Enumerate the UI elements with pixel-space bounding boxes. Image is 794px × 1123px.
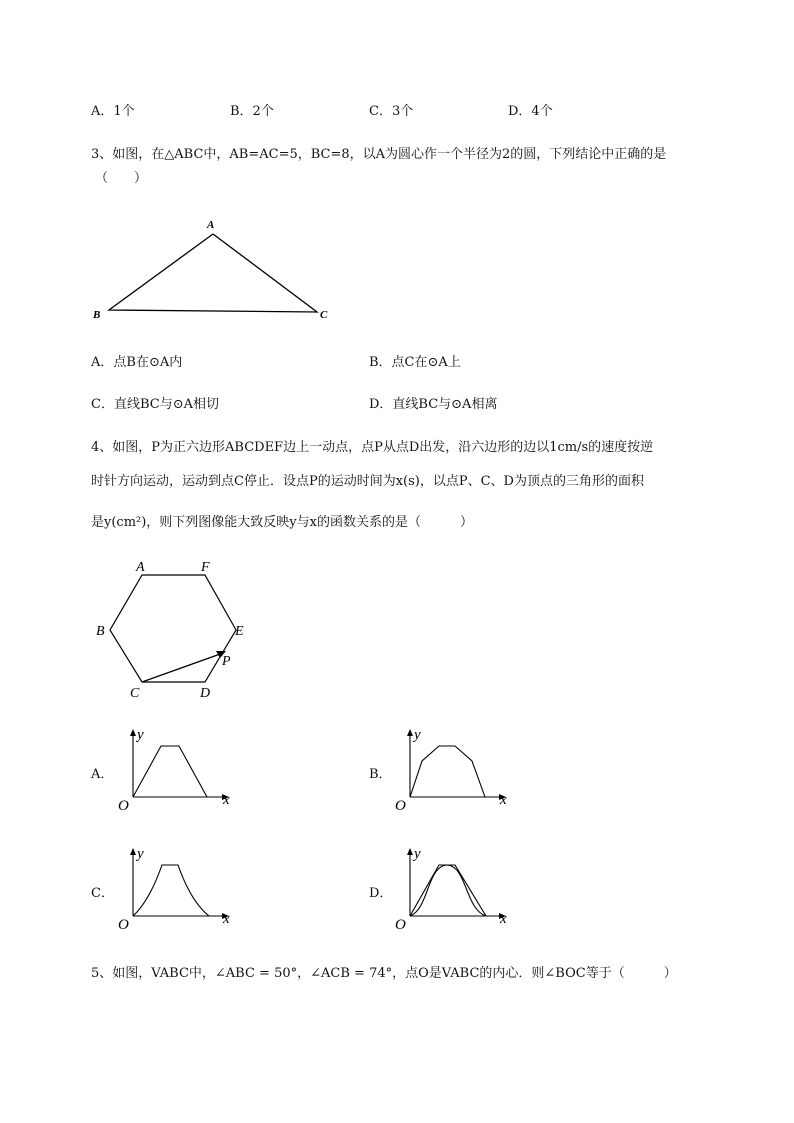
q4-graph-b bbox=[389, 725, 519, 815]
graph-d-curve bbox=[410, 865, 486, 916]
graph-d-x-label: x bbox=[500, 911, 507, 927]
vertex-c-label: C bbox=[320, 309, 328, 321]
hex-label-d: D bbox=[200, 686, 211, 701]
q3-option-a: A．点B在⊙A内 bbox=[91, 355, 183, 370]
q4-option-d-label: D． bbox=[369, 886, 393, 901]
triangle-abc bbox=[109, 234, 317, 312]
q3-stem-line1: 3、如图，在△ABC中，AB=AC=5，BC=8，以A为圆心作一个半径为2的圆，下列结论中正确的是 bbox=[91, 147, 667, 162]
hex-label-b: B bbox=[96, 624, 105, 639]
q2-option-b: B．2个 bbox=[230, 104, 274, 119]
graph-b-y-label: y bbox=[414, 727, 421, 743]
graph-a-x-label: x bbox=[223, 792, 230, 808]
q5-stem: 5、如图，VABC中，∠ABC = 50°，∠ACB = 74°，点O是VABC的内心．则∠BOC等于（ ） bbox=[91, 966, 677, 981]
hex-label-e: E bbox=[235, 624, 244, 639]
q2-option-d: D．4个 bbox=[508, 104, 553, 119]
hexagon-abcdef bbox=[110, 575, 236, 682]
hex-label-c: C bbox=[130, 686, 140, 701]
q2-option-a: A．1个 bbox=[91, 104, 135, 119]
hex-label-a: A bbox=[136, 560, 145, 575]
q3-option-c: C．直线BC与⊙A相切 bbox=[91, 397, 219, 412]
q4-stem-line1: 4、如图，P为正六边形ABCDEF边上一动点，点P从点D出发，沿六边形的边以1cm/s的速度按逆 bbox=[91, 440, 654, 455]
graph-b-curve bbox=[410, 746, 485, 797]
q4-graph-d bbox=[389, 844, 519, 934]
q4-option-c-label: C． bbox=[91, 886, 114, 901]
q3-triangle-figure bbox=[85, 212, 345, 328]
q4-graph-c bbox=[112, 844, 242, 934]
graph-d-line bbox=[410, 865, 486, 916]
graph-a-y-label: y bbox=[137, 727, 144, 743]
graph-c-origin-label: O bbox=[118, 917, 129, 933]
graph-d-y-label: y bbox=[414, 846, 421, 862]
vertex-b-label: B bbox=[93, 309, 101, 321]
segment-cp bbox=[142, 653, 223, 682]
graph-c-y-label: y bbox=[137, 846, 144, 862]
y-arrow-icon bbox=[130, 729, 136, 736]
graph-d-origin-label: O bbox=[395, 917, 406, 933]
q3-stem-line2: （ ） bbox=[95, 171, 148, 186]
q4-graph-a bbox=[112, 725, 242, 815]
q4-stem-line2: 时针方向运动，运动到点C停止．设点P的运动时间为x(s)，以点P、C、D为顶点的三角形的面积 bbox=[91, 474, 644, 489]
graph-b-x-label: x bbox=[500, 792, 507, 808]
q4-hexagon-figure bbox=[90, 555, 260, 705]
q2-option-c: C．3个 bbox=[369, 104, 414, 119]
q3-option-b: B．点C在⊙A上 bbox=[369, 355, 461, 370]
graph-a-origin-label: O bbox=[118, 798, 129, 814]
q4-option-a-label: A． bbox=[91, 767, 114, 782]
y-arrow-icon bbox=[407, 729, 413, 736]
graph-c-x-label: x bbox=[223, 911, 230, 927]
graph-c-curve bbox=[133, 865, 209, 916]
vertex-a-label: A bbox=[207, 219, 215, 231]
q3-option-d: D．直线BC与⊙A相离 bbox=[369, 397, 498, 412]
y-arrow-icon bbox=[407, 848, 413, 855]
q4-stem-line3: 是y(cm²)，则下列图像能大致反映y与x的函数关系的是（ ） bbox=[91, 515, 473, 530]
hex-label-p: P bbox=[222, 654, 231, 669]
hex-label-f: F bbox=[201, 560, 210, 575]
y-arrow-icon bbox=[130, 848, 136, 855]
q4-option-b-label: B． bbox=[369, 767, 392, 782]
graph-a-curve bbox=[133, 746, 207, 797]
graph-b-origin-label: O bbox=[395, 798, 406, 814]
